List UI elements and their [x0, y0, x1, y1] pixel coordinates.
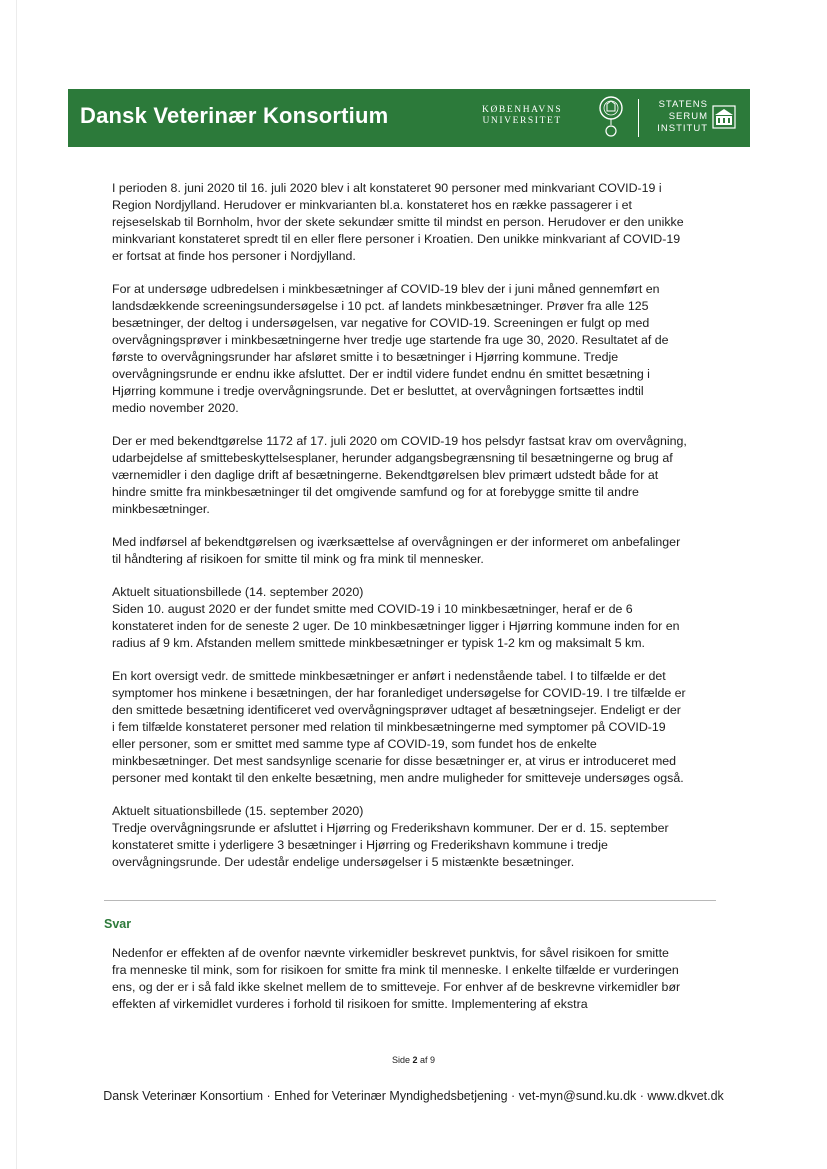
ssi-line-1: STATENS: [658, 99, 708, 110]
section-divider: [104, 900, 716, 901]
ssi-wordmark: [652, 99, 708, 135]
ku-line-2: UNIVERSITET: [482, 116, 562, 126]
ssi-building-icon: [712, 105, 736, 129]
page-of: af: [420, 1055, 428, 1065]
page-number: [0, 1055, 827, 1065]
scan-edge-line: [16, 0, 17, 1169]
header-title: Dansk Veterinær Konsortium: [80, 103, 389, 128]
paragraph: I perioden 8. juni 2020 til 16. juli 2020 blev i alt konstateret 90 personer med minkvariant COVID-19 i Region Nordjylland. Herudover er minkvarianten bl.a. konstateret hos en række passagerer i et rejseselskab til Bornholm, hvor der skete sekundær smitte til mindst en person. Herudover er den unikke minkvariant konstateret spredt til en eller flere personer i Kroatien. Den unikke minkvariant af COVID-19 er fortsat at finde hos personer i Nordjylland.: [112, 181, 684, 263]
paragraph: Aktuelt situationsbillede (14. september 2020) Siden 10. august 2020 er der fundet smitte med COVID-19 i 10 minkbesætninger, heraf er de 6 konstateret inden for de seneste 2 uger. De 10 minkbesætninger ligger i Hjørring kommune inden for en radius af 9 km. Afstanden mellem smittede minkbesætninger er typisk 1-2 km og maksimalt 5 km.: [112, 585, 680, 650]
page-total: 9: [430, 1055, 436, 1065]
header-banner: [68, 89, 750, 147]
svar-heading: Svar: [104, 917, 132, 931]
ssi-line-2: SERUM: [668, 111, 708, 122]
ku-wordmark: [482, 105, 562, 127]
paragraph: Der er med bekendtgørelse 1172 af 17. juli 2020 om COVID-19 hos pelsdyr fastsat krav om overvågning, udarbejdelse af smittebeskyttelsesplaner, herunder adgangsbegrænsning til besætningerne og brug af værnemidler i den daglige drift af besætningerne. Bekendtgørelsen blev primært udstedt både for at hindre smitte fra minkbesætninger til det omgivende samfund og for at forebygge smitte til andre minkbesætninger.: [112, 434, 687, 516]
ku-line-1: KØBENHAVNS: [482, 105, 563, 115]
page-current: 2: [412, 1055, 418, 1065]
paragraph: Med indførsel af bekendtgørelsen og iværksættelse af overvågningen er der informeret om anbefalinger til håndtering af risikoen for smitte til mink og fra mink til mennesker.: [112, 535, 681, 566]
document-body: [112, 180, 710, 871]
paragraph: For at undersøge udbredelsen i minkbesætninger af COVID-19 blev der i juni måned gennemført en landsdækkende screeningsundersøgelse i 10 pct. af landets minkbesætninger. Prøver fra alle 125 besætninger, der deltog i undersøgelsen, var negative for COVID-19. Screeningen er fulgt op med overvågningsprøver i minkbesætningerne hver tredje uge startende fra uge 30, 2020. Resultatet af de første to overvågningsrunder har afsløret smitte i to besætninger i Hjørring kommune. Tredje overvågningsrunde er endnu ikke afsluttet. Der er indtil videre fundet endnu én smittet besætning i Hjørring kommune i tredje overvågningsrunde. Det er besluttet, at overvågningen fortsættes indtil medio november 2020.: [112, 282, 669, 415]
svar-paragraph: Nedenfor er effekten af de ovenfor nævnte virkemidler beskrevet punktvis, for såvel risikoen for smitte fra menneske til mink, som for risikoen for smitte fra mink til menneske. I enkelte tilfælde er vurderingen ens, og der er i så fald ikke skelnet mellem de to smitteveje. For enhver af de beskrevne virkemidler bør effekten af virkemidlet vurderes i forhold til risikoen for smitte. Implementering af ekstra: [112, 946, 681, 1011]
header-divider: [638, 99, 639, 137]
paragraph: Aktuelt situationsbillede (15. september 2020) Tredje overvågningsrunde er afsluttet i Hjørring og Frederikshavn kommuner. Der er d. 15. september konstateret smitte i yderligere 3 besætninger i Hjørring og Frederikshavn kommune i tredje overvågningsrunde. Der udestår endelige undersøgelser i 5 mistænkte besætninger.: [112, 804, 669, 869]
footer-contact-line: Dansk Veterinær Konsortium · Enhed for Veterinær Myndighedsbetjening · vet-myn@sund.ku.dk · www.dkvet.dk: [103, 1089, 724, 1103]
ku-seal-icon: [594, 94, 628, 142]
paragraph: En kort oversigt vedr. de smittede minkbesætninger er anført i nedenstående tabel. I to tilfælde er det symptomer hos minkene i besætningen, der har foranlediget undersøgelse for COVID-19. I tre tilfælde er den smittede besætning identificeret ved overvågningsprøver udtaget af besætningsejer. Endeligt er der i fem tilfælde konstateret personer med relation til minkbesætningerne med symptomer på COVID-19 eller personer, som er smittet med samme type af COVID-19, som fundet hos de enkelte minkbesætninger. Det mest sandsynlige scenarie for disse besætninger er, at virus er introduceret med personer med kontakt til den enkelte besætning, men andre muligheder for smitteveje undersøges også.: [112, 669, 686, 785]
page-label: Side: [391, 1055, 410, 1065]
ssi-line-3: INSTITUT: [657, 123, 708, 134]
